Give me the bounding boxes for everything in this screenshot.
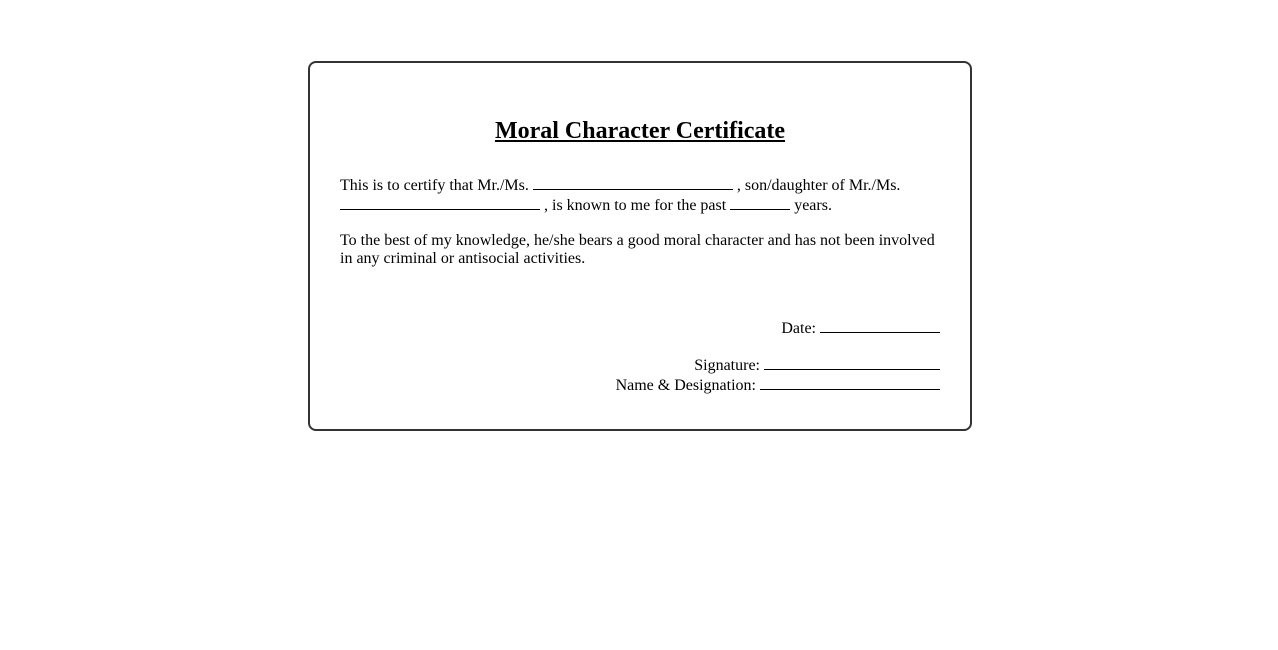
signature-line xyxy=(340,355,940,375)
certify-prefix-text: This is to certify that Mr./Ms. xyxy=(340,177,529,194)
date-line xyxy=(340,318,940,338)
signature-block xyxy=(340,355,940,395)
certificate-card xyxy=(308,61,972,431)
certify-paragraph xyxy=(340,175,940,215)
person-name-blank xyxy=(533,175,733,190)
designation-line xyxy=(340,375,940,395)
designation-blank xyxy=(760,375,940,390)
date-label: Date: xyxy=(781,320,816,337)
date-blank xyxy=(820,318,940,333)
character-paragraph: To the best of my knowledge, he/she bears a good moral character and has not been involved in any criminal or antisocial activities. xyxy=(340,232,935,267)
designation-label: Name & Designation: xyxy=(615,377,756,394)
known-for-text: , is known to me for the past xyxy=(544,197,727,214)
years-text: years. xyxy=(794,197,832,214)
signature-blank xyxy=(764,355,940,370)
years-blank xyxy=(730,195,790,210)
parent-prefix-text: , son/daughter of Mr./Ms. xyxy=(736,177,901,194)
certificate-title: Moral Character Certificate xyxy=(494,118,786,144)
signature-label: Signature: xyxy=(694,357,760,374)
parent-name-blank xyxy=(340,195,540,210)
